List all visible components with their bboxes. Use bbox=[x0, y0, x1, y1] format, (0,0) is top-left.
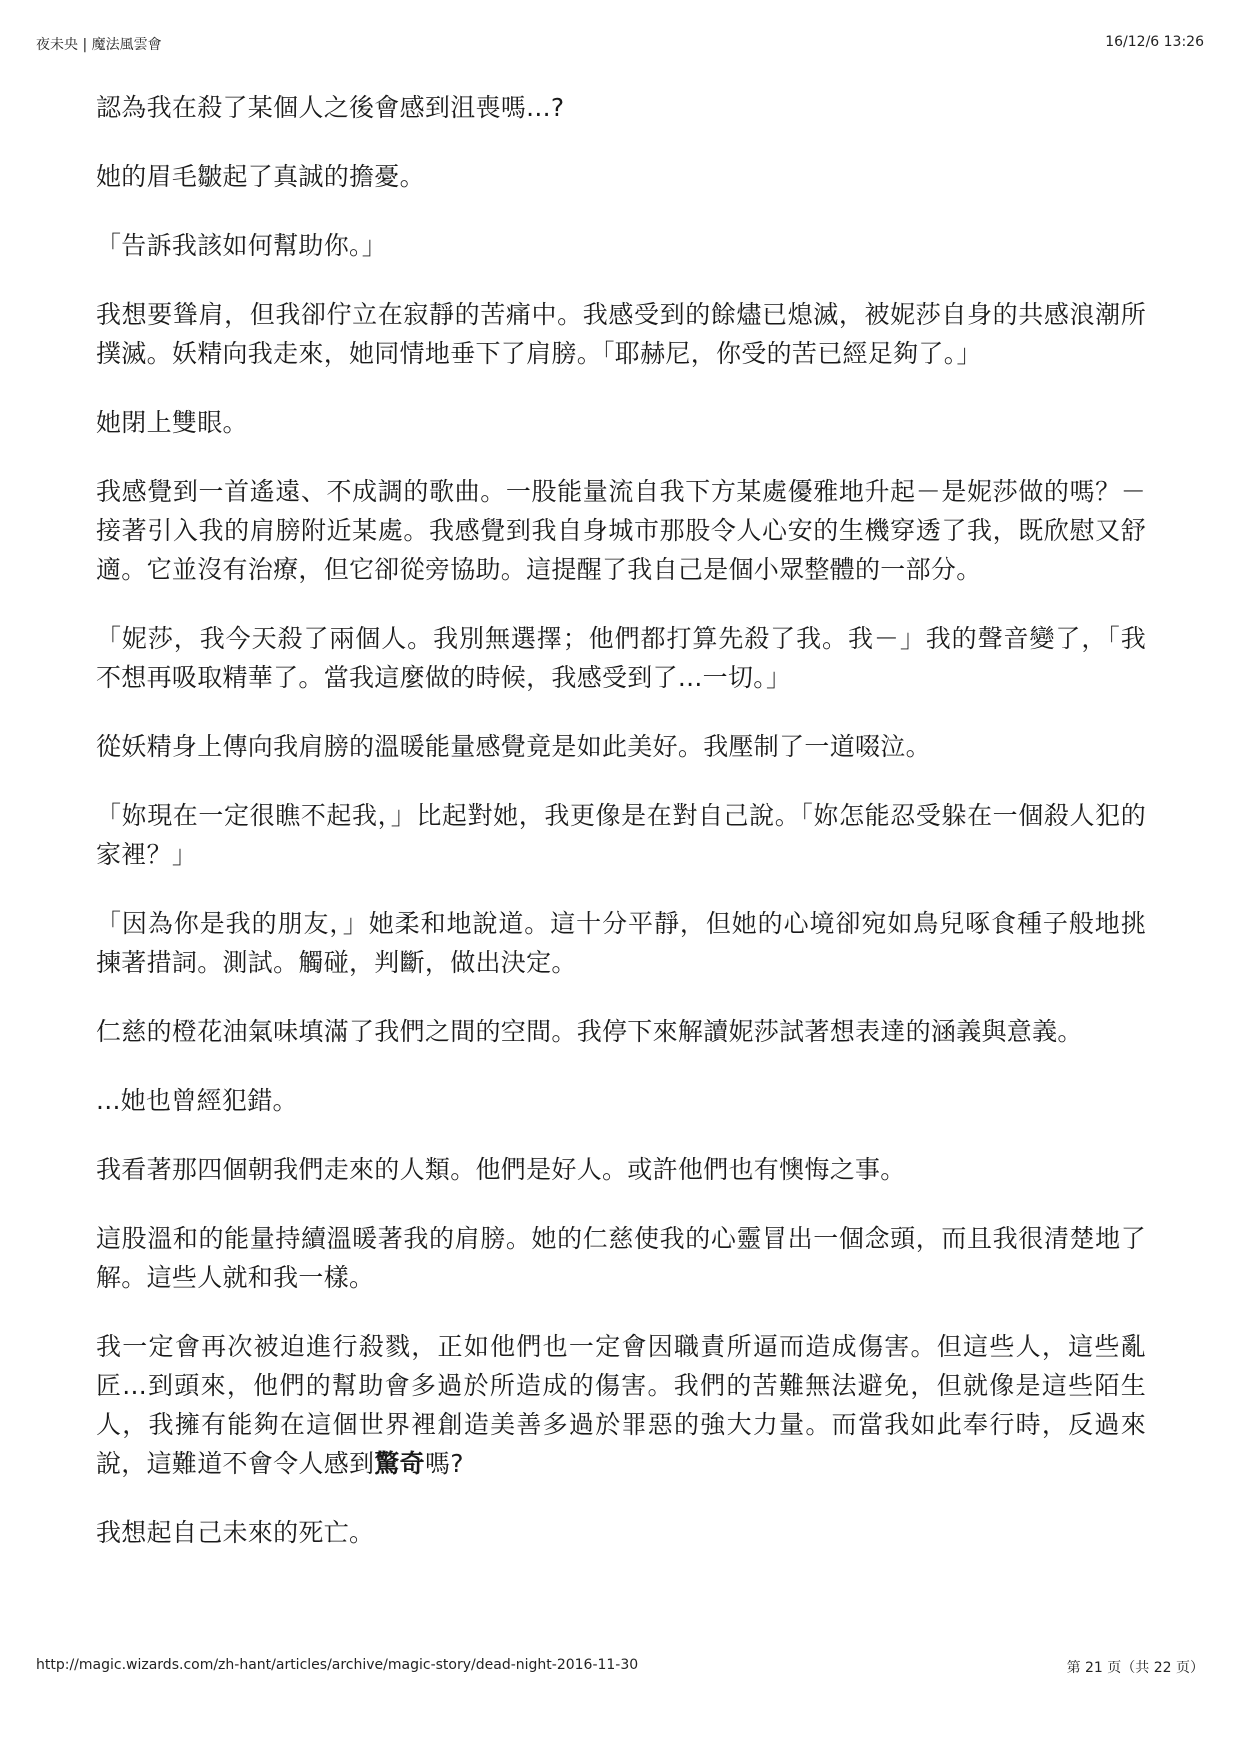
paragraph: 「因為你是我的朋友，」她柔和地說道。這十分平靜，但她的心境卻宛如鳥兒啄食種子般地挑揀著措詞。測試。觸碰，判斷，做出決定。 bbox=[96, 909, 1146, 977]
paragraph: 我感覺到一首遙遠、不成調的歌曲。一股能量流自我下方某處優雅地升起－是妮莎做的嗎？－接著引入我的肩膀附近某處。我感覺到我自身城市那股令人心安的生機穿透了我，既欣慰又舒適。它並沒有治療，但它卻從旁協助。這提醒了我自己是個小眾整體的一部分。 bbox=[96, 477, 1146, 584]
paragraph: 她閉上雙眼。 bbox=[96, 408, 248, 437]
paragraph: 認為我在殺了某個人之後會感到沮喪嗎...? bbox=[96, 93, 565, 122]
paragraph-with-emphasis bbox=[96, 1327, 1146, 1483]
paragraph-text: 我一定會再次被迫進行殺戮，正如他們也一定會因職責所逼而造成傷害。但這些人，這些亂匠...到頭來，他們的幫助會多過於所造成的傷害。我們的苦難無法避免，但就像是這些陌生人，我擁有能夠在這個世界裡創造美善多過於罪惡的強大力量。而當我如此奉行時，反過來說，這難道不會令人感到 bbox=[96, 1332, 1146, 1478]
print-footer bbox=[36, 1657, 1204, 1677]
paragraph: 這股溫和的能量持續溫暖著我的肩膀。她的仁慈使我的心靈冒出一個念頭，而且我很清楚地了解。這些人就和我一樣。 bbox=[96, 1224, 1146, 1292]
print-timestamp: 16/12/6 13:26 bbox=[1105, 34, 1204, 50]
paragraph: 「妮莎，我今天殺了兩個人。我別無選擇；他們都打算先殺了我。我－」我的聲音變了，「我不想再吸取精華了。當我這麼做的時候，我感受到了...一切。」 bbox=[96, 624, 1146, 692]
paragraph: 從妖精身上傳向我肩膀的溫暖能量感覺竟是如此美好。我壓制了一道啜泣。 bbox=[96, 732, 931, 761]
page-number: 第 21 页（共 22 页） bbox=[1066, 1660, 1204, 1676]
article-body bbox=[96, 88, 1146, 1582]
paragraph: ...她也曾經犯錯。 bbox=[96, 1086, 298, 1115]
emphasis-text: 驚奇 bbox=[374, 1449, 425, 1478]
paragraph: 我想起自己未來的死亡。 bbox=[96, 1518, 375, 1547]
paragraph: 仁慈的橙花油氣味填滿了我們之間的空間。我停下來解讀妮莎試著想表達的涵義與意義。 bbox=[96, 1017, 1083, 1046]
page-title: 夜未央 | 魔法風雲會 bbox=[36, 37, 162, 53]
paragraph: 我看著那四個朝我們走來的人類。他們是好人。或許他們也有懊悔之事。 bbox=[96, 1155, 906, 1184]
source-url: http://magic.wizards.com/zh-hant/articles/archive/magic-story/dead-night-2016-11-30 bbox=[36, 1657, 639, 1673]
paragraph: 我想要聳肩，但我卻佇立在寂靜的苦痛中。我感受到的餘燼已熄滅，被妮莎自身的共感浪潮所撲滅。妖精向我走來，她同情地垂下了肩膀。「耶赫尼，你受的苦已經足夠了。」 bbox=[96, 300, 1146, 368]
print-header bbox=[36, 34, 1204, 54]
paragraph-text: 嗎? bbox=[424, 1449, 464, 1478]
paragraph: 「妳現在一定很瞧不起我，」比起對她，我更像是在對自己說。「妳怎能忍受躲在一個殺人犯的家裡？」 bbox=[96, 801, 1146, 869]
paragraph: 「告訴我該如何幫助你。」 bbox=[96, 231, 388, 260]
paragraph: 她的眉毛皺起了真誠的擔憂。 bbox=[96, 162, 425, 191]
